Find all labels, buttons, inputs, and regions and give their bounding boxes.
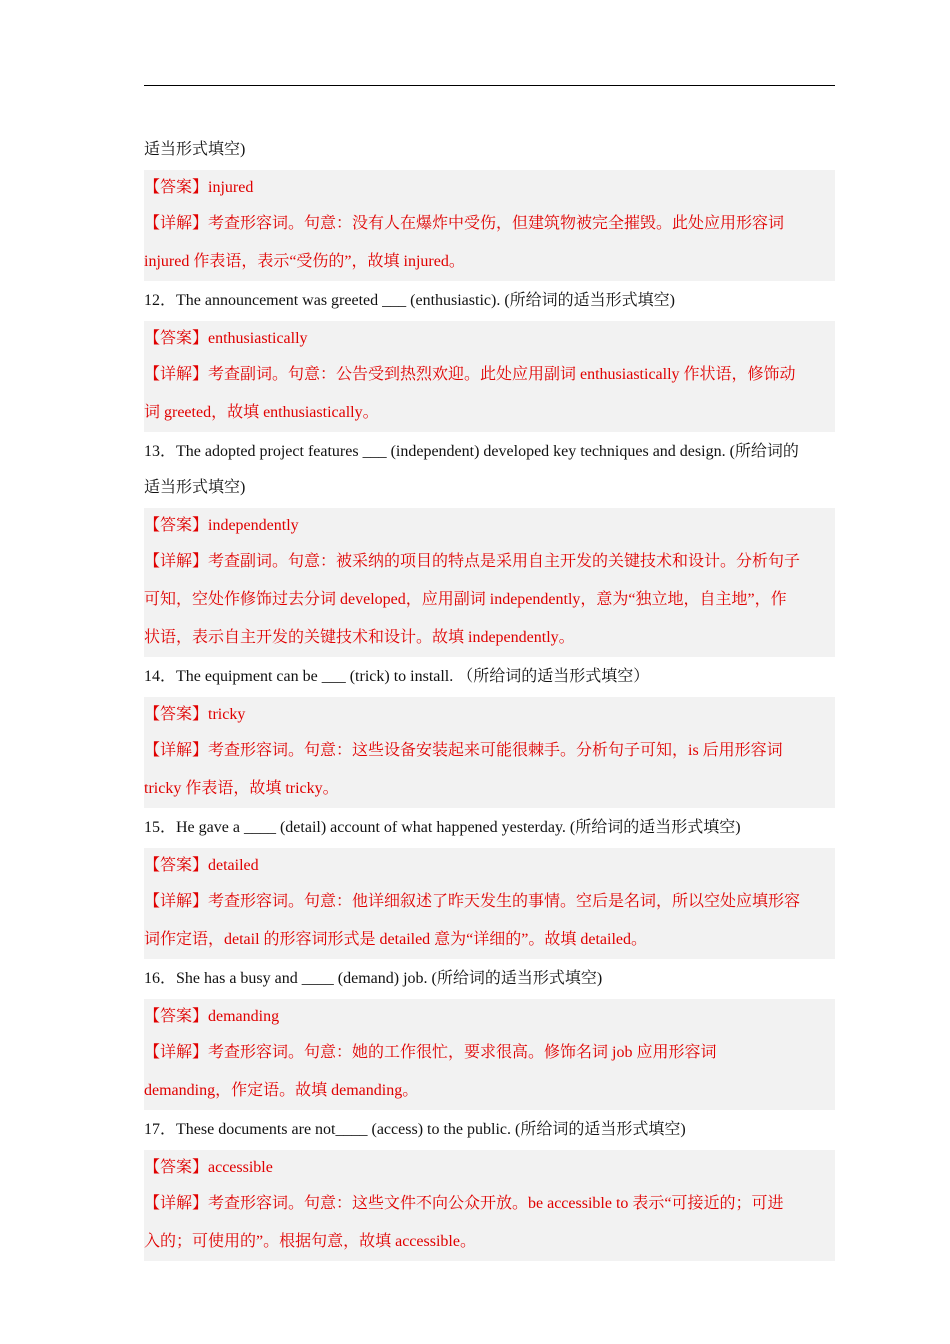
answer-block <box>144 321 835 432</box>
answer-line: 【答案】independently <box>144 517 299 534</box>
detail-line: 入的；可使用的”。根据句意，故填 accessible。 <box>144 1233 476 1250</box>
question-line: 13．The adopted project features ___ (independent) developed key techniques and design. (所给词的 <box>144 443 799 460</box>
answer-line: 【答案】accessible <box>144 1159 273 1176</box>
question-line: 12．The announcement was greeted ___ (enthusiastic). (所给词的适当形式填空) <box>144 292 675 309</box>
question-line: 17．These documents are not____ (access) to the public. (所给词的适当形式填空) <box>144 1121 686 1138</box>
answer-line: 【答案】detailed <box>144 857 259 874</box>
answer-line: 【答案】enthusiastically <box>144 330 308 347</box>
detail-line: 【详解】考查形容词。句意：他详细叙述了昨天发生的事情。空后是名词，所以空处应填形容 <box>144 893 801 910</box>
detail-line: 【详解】考查形容词。句意：没有人在爆炸中受伤，但建筑物被完全摧毁。此处应用形容词 <box>144 215 785 232</box>
detail-line: 【详解】考查形容词。句意：她的工作很忙，要求很高。修饰名词 job 应用形容词 <box>144 1044 717 1061</box>
detail-line: tricky 作表语，故填 tricky。 <box>144 780 339 797</box>
answer-block <box>144 1150 835 1261</box>
answer-line: 【答案】demanding <box>144 1008 280 1025</box>
detail-line: demanding，作定语。故填 demanding。 <box>144 1082 419 1099</box>
document-content <box>144 132 835 1263</box>
question-line: 适当形式填空) <box>144 479 246 496</box>
detail-line: 状语，表示自主开发的关键技术和设计。故填 independently。 <box>144 629 575 646</box>
detail-line: 可知，空处作修饰过去分词 developed，应用副词 independently，意为“独立地，自主地”，作 <box>144 591 787 608</box>
answer-block <box>144 170 835 281</box>
answer-block <box>144 848 835 959</box>
answer-block <box>144 508 835 657</box>
detail-line: injured 作表语，表示“受伤的”，故填 injured。 <box>144 253 465 270</box>
detail-line: 【详解】考查形容词。句意：这些设备安装起来可能很棘手。分析句子可知，is 后用形容词 <box>144 742 783 759</box>
detail-line: 【详解】考查副词。句意：公告受到热烈欢迎。此处应用副词 enthusiastically 作状语，修饰动 <box>144 366 796 383</box>
question-line: 15．He gave a ____ (detail) account of what happened yesterday. (所给词的适当形式填空) <box>144 819 741 836</box>
answer-line: 【答案】injured <box>144 179 254 196</box>
detail-line: 词作定语，detail 的形容词形式是 detailed 意为“详细的”。故填 detailed。 <box>144 931 648 948</box>
detail-line: 【详解】考查副词。句意：被采纳的项目的特点是采用自主开发的关键技术和设计。分析句子 <box>144 553 801 570</box>
answer-block <box>144 697 835 808</box>
detail-line: 【详解】考查形容词。句意：这些文件不向公众开放。be accessible to 表示“可接近的；可进 <box>144 1195 784 1212</box>
header-rule <box>144 85 835 86</box>
answer-block <box>144 999 835 1110</box>
answer-line: 【答案】tricky <box>144 706 246 723</box>
question-line: 16．She has a busy and ____ (demand) job. (所给词的适当形式填空) <box>144 970 603 987</box>
question-line: 14．The equipment can be ___ (trick) to install. （所给词的适当形式填空） <box>144 668 650 685</box>
intro-line: 适当形式填空) <box>144 141 246 158</box>
detail-line: 词 greeted，故填 enthusiastically。 <box>144 404 379 421</box>
